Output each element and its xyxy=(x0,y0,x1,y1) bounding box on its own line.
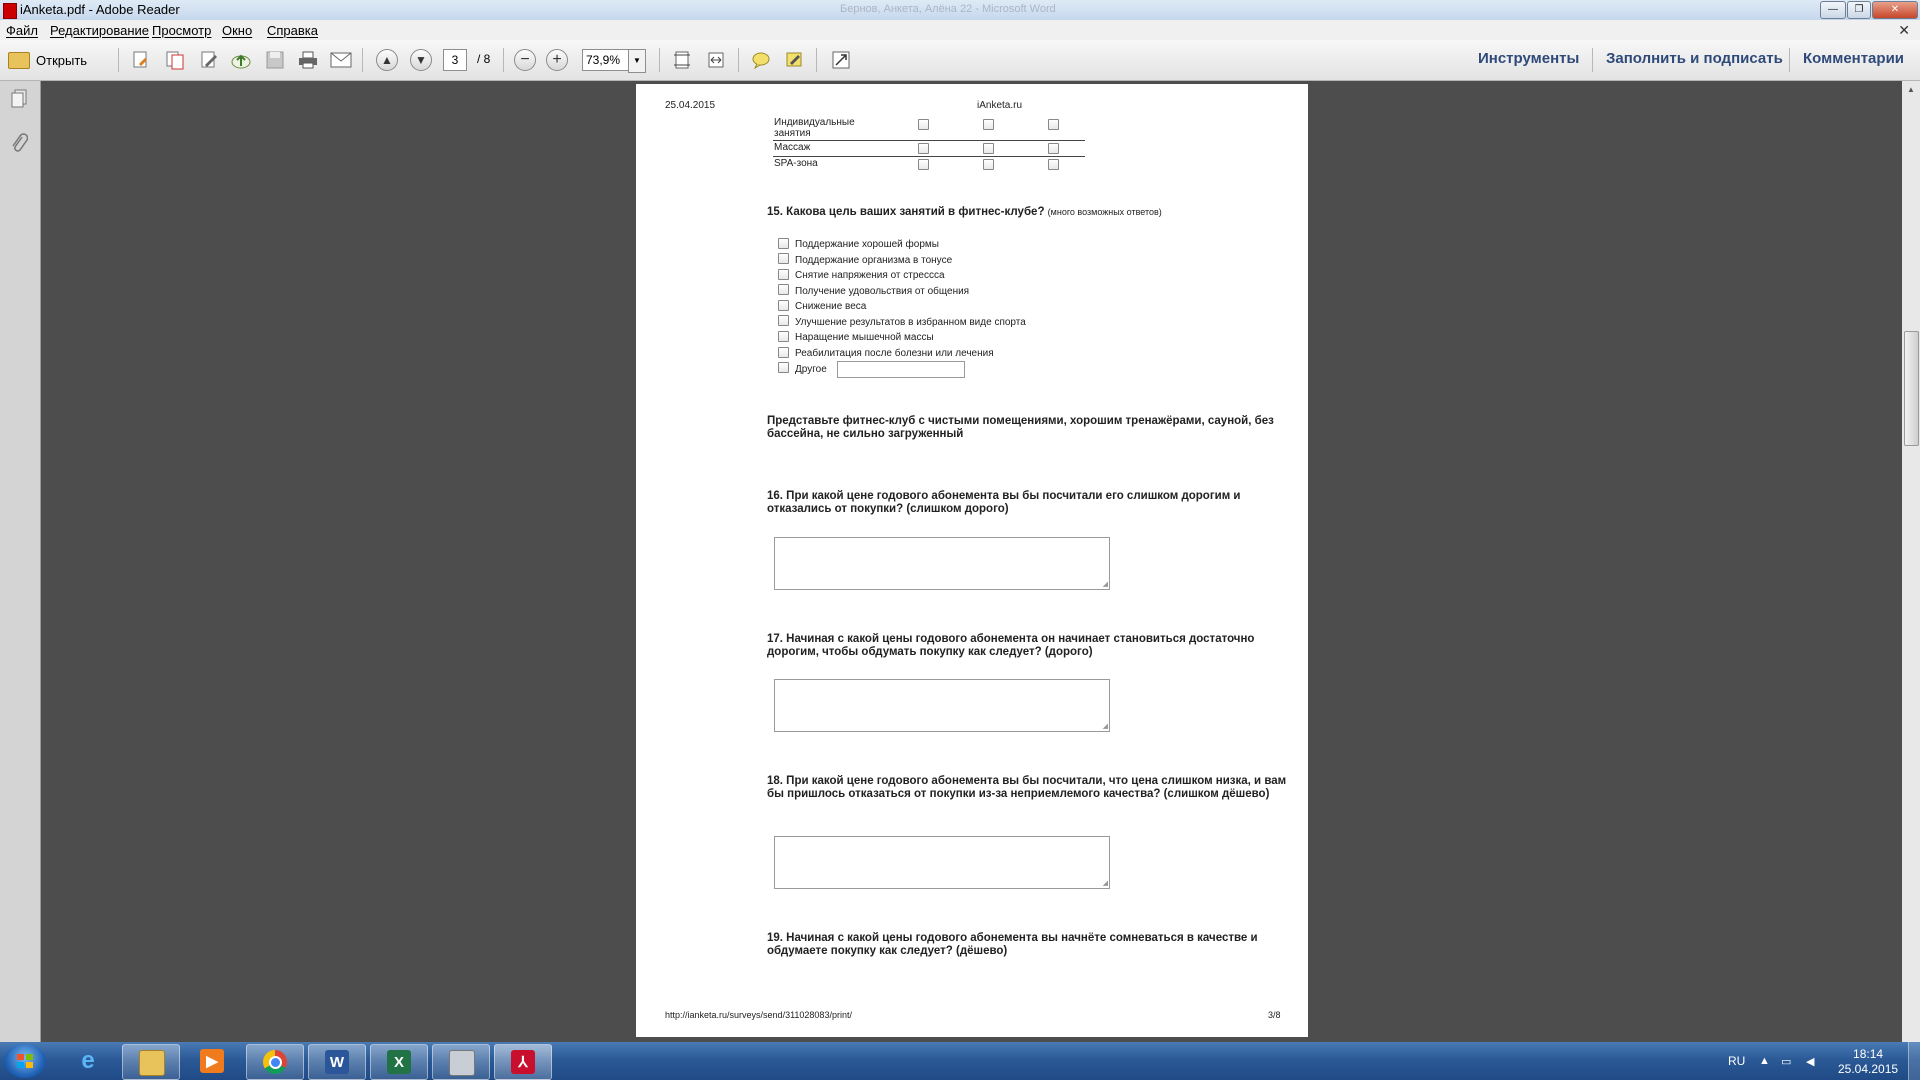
zoom-in-icon[interactable]: + xyxy=(546,49,568,71)
taskbar-chrome[interactable] xyxy=(246,1044,304,1080)
option-label: Снятие напряжения от стрессса xyxy=(795,270,945,281)
menu-help[interactable]: Справка xyxy=(267,23,318,38)
table-checkbox[interactable] xyxy=(983,143,994,154)
option-checkbox[interactable] xyxy=(778,253,789,264)
tools-button[interactable]: Инструменты xyxy=(1478,50,1580,67)
taskbar-word[interactable] xyxy=(308,1044,366,1080)
navigation-panel xyxy=(0,81,41,1042)
fill-and-sign-button[interactable]: Заполнить и подписать xyxy=(1606,50,1783,67)
question-17-answer-field[interactable] xyxy=(774,679,1110,732)
pdf-page xyxy=(636,84,1308,1037)
network-icon[interactable]: ▭ xyxy=(1781,1056,1792,1068)
menu-bar xyxy=(0,20,1920,40)
minimize-button[interactable]: — xyxy=(1820,1,1846,19)
scenario-intro: Представьте фитнес-клуб с чистыми помещениями, хорошим тренажёрами, сауной, без бассейна, не сильно загруженный xyxy=(767,415,1274,440)
scroll-up-icon[interactable]: ▲ xyxy=(1907,85,1915,94)
open-button-label: Открыть xyxy=(36,52,88,68)
create-pdf-icon[interactable] xyxy=(130,49,152,71)
menu-window[interactable]: Окно xyxy=(222,23,253,38)
question-15-note: (много возможных ответов) xyxy=(1047,207,1162,217)
menu-view[interactable]: Просмотр xyxy=(152,23,212,38)
footer-url: http://ianketa.ru/surveys/send/311028083/print/ xyxy=(665,1010,852,1020)
menu-file[interactable]: Файл xyxy=(6,23,38,38)
language-indicator[interactable]: RU xyxy=(1728,1054,1746,1068)
footer-page-number: 3/8 xyxy=(1268,1010,1281,1020)
resize-grip-icon[interactable]: ◢ xyxy=(1102,581,1108,588)
toolbar xyxy=(0,40,1920,81)
word-icon: W xyxy=(325,1050,349,1074)
windows-logo-icon xyxy=(17,1054,33,1068)
vertical-scrollbar[interactable] xyxy=(1902,81,1920,1042)
table-checkbox[interactable] xyxy=(918,143,929,154)
toolbar-divider xyxy=(738,48,739,72)
option-checkbox[interactable] xyxy=(778,331,789,342)
toolbar-divider xyxy=(362,48,363,72)
zoom-dropdown-chevron-down-icon[interactable]: ▼ xyxy=(628,49,646,73)
table-divider xyxy=(773,156,1085,157)
option-checkbox[interactable] xyxy=(778,238,789,249)
header-date: 25.04.2015 xyxy=(665,100,716,111)
table-checkbox[interactable] xyxy=(918,159,929,170)
adobe-reader-icon: ⅄ xyxy=(511,1050,535,1074)
comment-icon[interactable] xyxy=(750,49,772,71)
option-checkbox[interactable] xyxy=(778,347,789,358)
option-label: Другое xyxy=(795,364,827,375)
folder-icon xyxy=(8,52,30,69)
scrollbar-thumb[interactable] xyxy=(1904,331,1919,446)
table-divider xyxy=(773,140,1085,141)
zoom-level-input[interactable]: 73,9% xyxy=(582,49,629,71)
resize-grip-icon[interactable]: ◢ xyxy=(1102,880,1108,887)
option-checkbox[interactable] xyxy=(778,315,789,326)
excel-icon: X xyxy=(387,1050,411,1074)
taskbar-file-explorer[interactable] xyxy=(122,1044,180,1080)
toolbar-divider xyxy=(659,48,660,72)
option-checkbox[interactable] xyxy=(778,362,789,373)
combine-files-icon[interactable] xyxy=(164,49,186,71)
table-checkbox[interactable] xyxy=(1048,119,1059,130)
print-icon[interactable] xyxy=(297,49,319,71)
taskbar-media-player[interactable] xyxy=(184,1044,240,1078)
window-title: iAnketa.pdf - Adobe Reader xyxy=(20,2,180,17)
volume-muted-icon[interactable]: ◀ xyxy=(1806,1056,1815,1068)
taskbar-internet-explorer[interactable] xyxy=(60,1044,116,1078)
start-button[interactable] xyxy=(4,1044,46,1078)
clock-date: 25.04.2015 xyxy=(1838,1062,1899,1076)
full-screen-icon[interactable] xyxy=(830,49,852,71)
question-17: 17. Начиная с какой цены годового абонемента он начинает становиться достаточно дорогим, чтобы обдумать покупку как следует? (дорого) xyxy=(767,633,1255,658)
page-thumbnails-icon[interactable] xyxy=(10,89,28,109)
media-player-icon: ▶ xyxy=(200,1049,224,1073)
table-checkbox[interactable] xyxy=(918,119,929,130)
zoom-out-icon[interactable]: − xyxy=(514,49,536,71)
table-checkbox[interactable] xyxy=(1048,143,1059,154)
question-18-answer-field[interactable] xyxy=(774,836,1110,889)
question-15 xyxy=(767,206,1287,219)
header-site: iAnketa.ru xyxy=(977,100,1023,111)
toolbar-divider xyxy=(503,48,504,72)
attachments-paperclip-icon[interactable] xyxy=(10,133,28,153)
question-16: 16. При какой цене годового абонемента вы бы посчитали его слишком дорогим и отказались от покупки? (слишком дорого) xyxy=(767,490,1241,515)
email-icon[interactable] xyxy=(330,49,352,71)
close-document-icon[interactable]: ✕ xyxy=(1898,22,1910,38)
table-row-label: Индивидуальные занятия xyxy=(774,117,855,139)
fit-width-icon[interactable] xyxy=(705,49,727,71)
clock-time: 18:14 xyxy=(1853,1047,1884,1061)
toolbar-divider xyxy=(1789,48,1790,72)
chrome-icon xyxy=(263,1050,287,1074)
table-row-label: SPA-зона xyxy=(774,158,818,169)
show-desktop-button[interactable] xyxy=(1908,1042,1920,1080)
page-number-input[interactable]: 3 xyxy=(443,49,467,71)
menu-edit[interactable]: Редактирование xyxy=(50,23,150,38)
table-checkbox[interactable] xyxy=(983,159,994,170)
question-16-answer-field[interactable] xyxy=(774,537,1110,590)
highlight-icon[interactable] xyxy=(784,49,806,71)
upload-cloud-icon[interactable] xyxy=(230,49,252,71)
taskbar xyxy=(0,1042,1920,1080)
option-checkbox[interactable] xyxy=(778,269,789,280)
taskbar-calculator[interactable] xyxy=(432,1044,490,1080)
internet-explorer-icon: e xyxy=(81,1047,95,1074)
clock[interactable] xyxy=(1838,1047,1898,1077)
option-label: Реабилитация после болезни или лечения xyxy=(795,348,994,359)
option-label: Снижение веса xyxy=(795,301,867,312)
option-label: Поддержание организма в тонусе xyxy=(795,255,953,266)
table-checkbox[interactable] xyxy=(1048,159,1059,170)
table-row-label: Массаж xyxy=(774,142,811,153)
open-button[interactable] xyxy=(8,49,87,71)
option-checkbox[interactable] xyxy=(778,284,789,295)
adobe-reader-icon xyxy=(3,3,17,19)
fit-page-icon[interactable] xyxy=(671,49,693,71)
other-answer-field[interactable] xyxy=(837,361,965,378)
toolbar-divider xyxy=(1592,48,1593,72)
comments-button[interactable]: Комментарии xyxy=(1803,50,1905,67)
table-checkbox[interactable] xyxy=(983,119,994,130)
background-window-title: Бернов, Анкета, Алёна 22 - Microsoft Word xyxy=(840,3,1056,15)
option-label: Улучшение результатов в избранном виде спорта xyxy=(795,317,1026,328)
question-18: 18. При какой цене годового абонемента вы бы посчитали, что цена слишком низка, и вам бы пришлось отказаться от покупки из-за неприемлемого качества? (слишком дёшево) xyxy=(767,775,1287,800)
question-15-text: 15. Какова цель ваших занятий в фитнес-клубе? xyxy=(767,206,1045,218)
option-label: Получение удовольствия от общения xyxy=(795,286,970,297)
next-page-icon[interactable]: ▼ xyxy=(410,49,432,71)
toolbar-divider xyxy=(118,48,119,72)
edit-pdf-icon[interactable] xyxy=(198,49,220,71)
resize-grip-icon[interactable]: ◢ xyxy=(1102,723,1108,730)
save-icon[interactable] xyxy=(264,49,286,71)
question-19: 19. Начиная с какой цены годового абонемента вы начнёте сомневаться в качестве и обдумаете покупку как следует? (дёшево) xyxy=(767,932,1258,957)
title-bar xyxy=(0,0,1920,20)
show-hidden-icons-icon[interactable]: ▲ xyxy=(1759,1055,1770,1067)
toolbar-divider xyxy=(816,48,817,72)
taskbar-excel[interactable] xyxy=(370,1044,428,1080)
option-label: Поддержание хорошей формы xyxy=(795,239,939,250)
option-checkbox[interactable] xyxy=(778,300,789,311)
calculator-icon xyxy=(449,1050,475,1076)
page-total: / 8 xyxy=(477,52,491,66)
close-window-button[interactable]: ✕ xyxy=(1872,1,1918,19)
folder-icon xyxy=(139,1050,165,1076)
previous-page-icon[interactable]: ▲ xyxy=(376,49,398,71)
option-label: Наращение мышечной массы xyxy=(795,332,934,343)
taskbar-adobe-reader[interactable] xyxy=(494,1044,552,1080)
restore-button[interactable]: ❐ xyxy=(1847,1,1871,19)
